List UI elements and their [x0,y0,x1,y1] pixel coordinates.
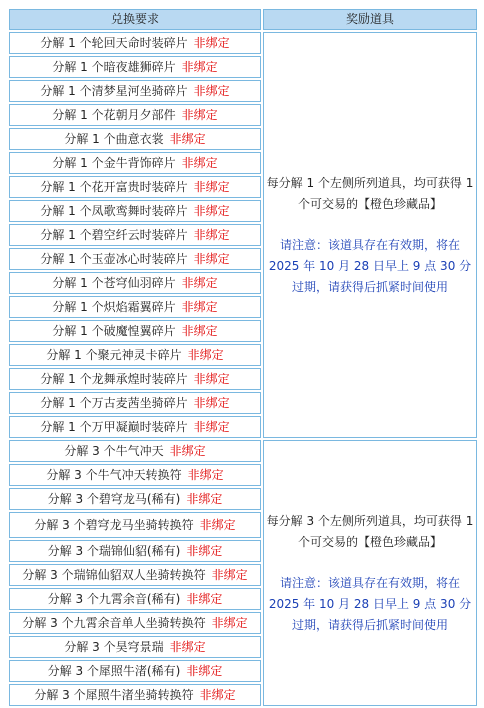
requirement-cell [9,152,261,174]
unbound-tag: 非绑定 [187,468,224,482]
requirement-cell [9,684,261,706]
unbound-tag: 非绑定 [181,300,218,314]
requirement-cell [9,540,261,562]
unbound-tag: 非绑定 [193,84,230,98]
requirement-text: 分解 3 个犀照牛渚坐骑转换符 [34,688,194,702]
requirement-text: 分解 3 个九霄余音单人坐骑转换符 [22,616,206,630]
unbound-tag: 非绑定 [181,156,218,170]
requirement-cell [9,320,261,342]
unbound-tag: 非绑定 [193,420,230,434]
unbound-tag: 非绑定 [193,36,230,50]
unbound-tag: 非绑定 [193,252,230,266]
requirement-text: 分解 1 个龙舞承煌时装碎片 [40,372,188,386]
requirement-text: 分解 3 个碧穹龙马坐骑转换符 [34,518,194,532]
requirement-text: 分解 1 个炽焰霜翼碎片 [52,300,176,314]
requirement-text: 分解 1 个碧空纤云时装碎片 [40,228,188,242]
requirement-text: 分解 1 个暗夜雄狮碎片 [52,60,176,74]
expiry-notice: 请注意：该道具存在有效期，将在 2025 年 10 月 28 日早上 9 点 30 分过期，请获得后抓紧时间使用 [268,575,472,632]
unbound-tag: 非绑定 [169,444,206,458]
table-body [9,32,477,706]
unbound-tag: 非绑定 [193,396,230,410]
requirement-cell [9,464,261,486]
unbound-tag: 非绑定 [181,276,218,290]
requirement-cell [9,200,261,222]
unbound-tag: 非绑定 [169,132,206,146]
unbound-tag: 非绑定 [181,108,218,122]
requirement-cell [9,296,261,318]
unbound-tag: 非绑定 [186,492,223,506]
requirement-cell [9,416,261,438]
unbound-tag: 非绑定 [169,640,206,654]
requirement-cell [9,56,261,78]
requirement-cell [9,660,261,682]
requirement-cell [9,80,261,102]
requirement-text: 分解 1 个花朝月夕部件 [52,108,176,122]
requirement-cell [9,176,261,198]
requirement-cell [9,272,261,294]
requirement-text: 分解 3 个瑞锦仙貂双人坐骑转换符 [22,568,206,582]
unbound-tag: 非绑定 [187,348,224,362]
requirement-cell [9,248,261,270]
unbound-tag: 非绑定 [181,324,218,338]
unbound-tag: 非绑定 [181,60,218,74]
requirement-cell [9,440,261,462]
unbound-tag: 非绑定 [186,544,223,558]
requirement-cell [9,368,261,390]
requirement-text: 分解 1 个金牛背饰碎片 [52,156,176,170]
requirement-text: 分解 3 个牛气冲天 [64,444,164,458]
exchange-table [7,7,479,708]
requirement-text: 分解 1 个花开富贵时装碎片 [40,180,188,194]
requirement-cell [9,564,261,586]
unbound-tag: 非绑定 [193,204,230,218]
requirement-cell [9,224,261,246]
unbound-tag: 非绑定 [211,568,248,582]
requirement-cell [9,636,261,658]
requirement-cell [9,392,261,414]
requirement-text: 分解 1 个清梦星河坐骑碎片 [40,84,188,98]
unbound-tag: 非绑定 [211,616,248,630]
unbound-tag: 非绑定 [199,688,236,702]
requirement-text: 分解 1 个玉壶冰心时装碎片 [40,252,188,266]
unbound-tag: 非绑定 [193,180,230,194]
requirement-text: 分解 1 个轮回天命时装碎片 [40,36,188,50]
requirement-text: 分解 3 个昊穹景瑞 [64,640,164,654]
requirement-text: 分解 3 个碧穹龙马(稀有) [47,492,181,506]
requirement-text: 分解 1 个万古麦茜坐骑碎片 [40,396,188,410]
requirement-text: 分解 1 个万甲凝巅时装碎片 [40,420,188,434]
requirement-cell [9,344,261,366]
reward-cell [263,440,477,706]
requirement-cell [9,488,261,510]
unbound-tag: 非绑定 [199,518,236,532]
requirement-cell [9,128,261,150]
reward-description: 每分解 3 个左侧所列道具，均可获得 1 个可交易的【橙色珍藏品】 [266,513,474,549]
reward-cell [263,32,477,438]
unbound-tag: 非绑定 [186,664,223,678]
requirement-text: 分解 1 个聚元神灵卡碎片 [46,348,182,362]
requirement-cell [9,612,261,634]
requirement-text: 分解 1 个凤歌鸾舞时装碎片 [40,204,188,218]
requirement-cell [9,32,261,54]
requirement-text: 分解 1 个破魔惶翼碎片 [52,324,176,338]
header-reward: 奖励道具 [263,9,477,30]
requirement-text: 分解 3 个九霄余音(稀有) [47,592,181,606]
table-row [9,32,477,54]
reward-description: 每分解 1 个左侧所列道具，均可获得 1 个可交易的【橙色珍藏品】 [266,175,474,211]
unbound-tag: 非绑定 [193,228,230,242]
requirement-text: 分解 3 个牛气冲天转换符 [46,468,182,482]
requirement-text: 分解 3 个犀照牛渚(稀有) [47,664,181,678]
requirement-cell [9,104,261,126]
table-header-row [9,9,477,30]
unbound-tag: 非绑定 [186,592,223,606]
requirement-cell [9,512,261,538]
requirement-cell [9,588,261,610]
requirement-text: 分解 3 个瑞锦仙貂(稀有) [47,544,181,558]
requirement-text: 分解 1 个苍穹仙羽碎片 [52,276,176,290]
unbound-tag: 非绑定 [193,372,230,386]
requirement-text: 分解 1 个曲意衣裳 [64,132,164,146]
header-requirement: 兑换要求 [9,9,261,30]
table-row [9,440,477,462]
expiry-notice: 请注意：该道具存在有效期，将在 2025 年 10 月 28 日早上 9 点 30 分过期，请获得后抓紧时间使用 [268,237,472,294]
